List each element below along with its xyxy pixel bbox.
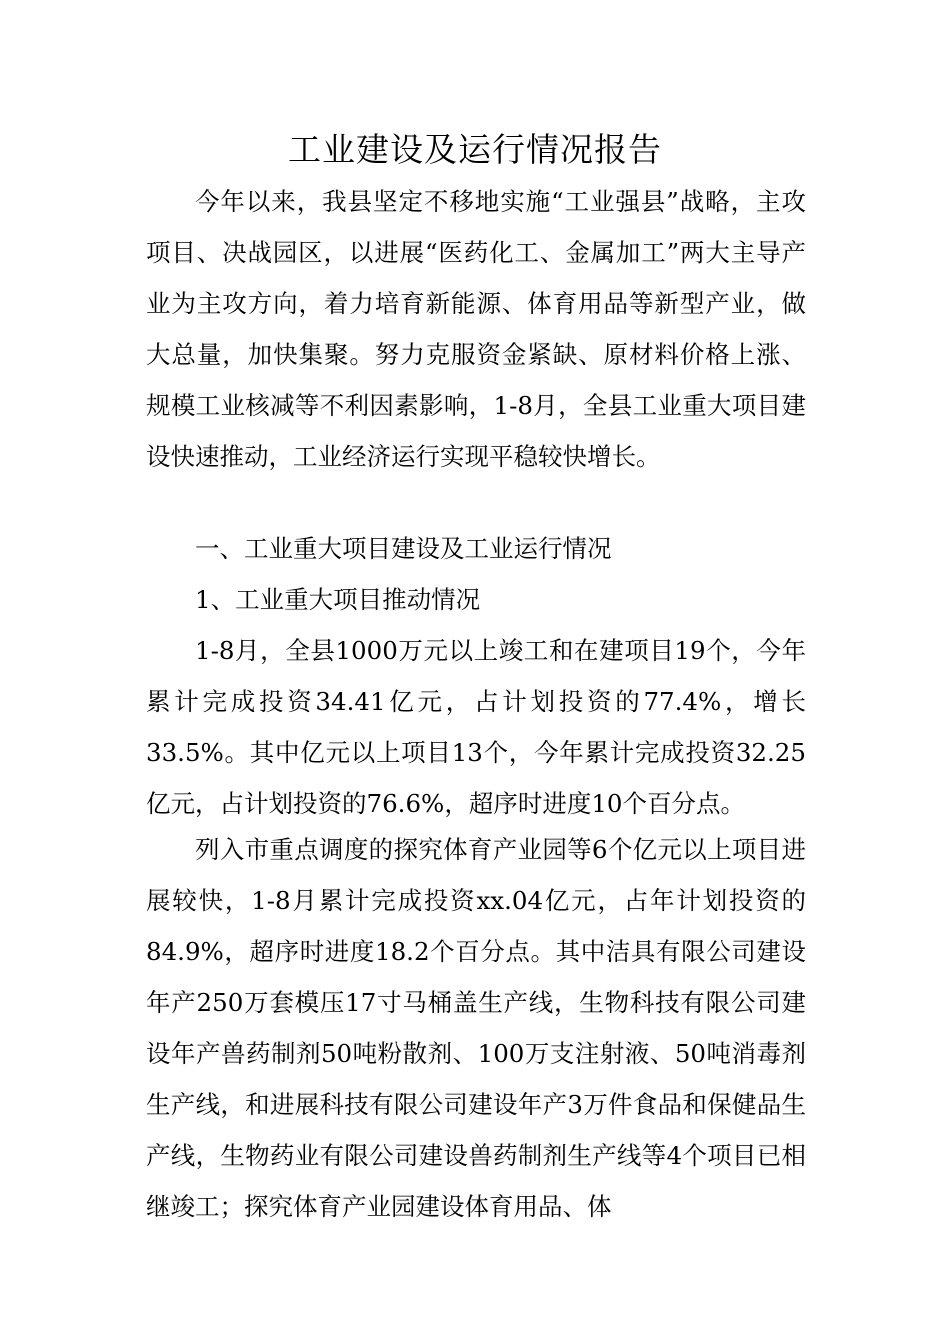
document-title: 工业建设及运行情况报告: [288, 130, 662, 169]
investment-paragraph-block: [146, 625, 806, 829]
subsection-heading-block: [146, 574, 806, 625]
intro-paragraph: 今年以来，我县坚定不移地实施“工业强县”战略，主攻项目、决战园区，以进展“医药化工、金属加工”两大主导产业为主攻方向，着力培育新能源、体育用品等新型产业，做大总量，加快集聚。努力克服资金紧缺、原材料价格上涨、规模工业核减等不利因素影响，1-8月，全县工业重大项目建设快速推动，工业经济运行实现平稳较快增长。: [146, 187, 806, 471]
section-heading-block: [146, 523, 806, 574]
investment-paragraph: 1-8月，全县1000万元以上竣工和在建项目19个，今年累计完成投资34.41亿元，占计划投资的77.4%，增长33.5%。其中亿元以上项目13个，今年累计完成投资32.25亿元，占计划投资的76.6%，超序时进度10个百分点。: [146, 636, 806, 818]
key-projects-paragraph-block: [146, 824, 806, 1232]
intro-paragraph-block: [146, 176, 806, 482]
subsection-heading: 1、工业重大项目推动情况: [195, 585, 481, 614]
section-heading: 一、工业重大项目建设及工业运行情况: [195, 534, 612, 563]
key-projects-paragraph: 列入市重点调度的探究体育产业园等6个亿元以上项目进展较快，1-8月累计完成投资xx.04亿元，占年计划投资的84.9%，超序时进度18.2个百分点。其中洁具有限公司建设年产250万套模压17寸马桶盖生产线，生物科技有限公司建设年产兽药制剂50吨粉散剂、100万支注射液、50吨消毒剂生产线，和进展科技有限公司建设年产3万件食品和保健品生产线，生物药业有限公司建设兽药制剂生产线等4个项目已相继竣工；探究体育产业园建设体育用品、体: [146, 835, 806, 1221]
